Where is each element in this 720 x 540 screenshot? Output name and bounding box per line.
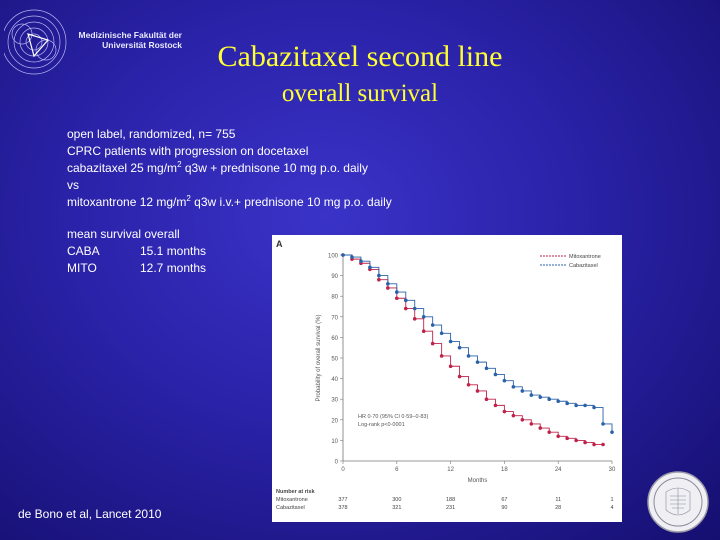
x-axis-title: Months [467, 478, 488, 484]
y-tick-label: 30 [331, 397, 338, 404]
legend-label: Mitoxantrone [569, 254, 601, 260]
chart-annotation-hr: HR 0·70 (95% CI 0·59–0·83) [358, 414, 429, 420]
series-point-cabazitaxel [476, 360, 480, 364]
risk-table-value: 28 [555, 505, 562, 511]
chart-panel-label: A [276, 239, 283, 249]
citation: de Bono et al, Lancet 2010 [18, 507, 162, 521]
series-point-cabazitaxel [610, 430, 614, 434]
y-tick-label: 80 [331, 294, 338, 301]
series-point-cabazitaxel [538, 395, 542, 399]
series-point-mitoxantrone [422, 329, 426, 333]
series-line-cabazitaxel [343, 255, 612, 432]
logo-line-1: Medizinische Fakultät der [78, 30, 182, 40]
result-label: CABA [67, 244, 100, 258]
series-point-cabazitaxel [556, 399, 560, 403]
result-value: 12.7 months [140, 261, 207, 275]
risk-table-value: 188 [446, 497, 456, 503]
series-point-cabazitaxel [512, 385, 516, 389]
series-point-cabazitaxel [467, 354, 471, 358]
study-line-design: open label, randomized, n= 755 [67, 127, 236, 141]
series-point-mitoxantrone [413, 317, 417, 321]
series-point-cabazitaxel [350, 255, 354, 259]
risk-table-value: 377 [338, 497, 348, 503]
slide-title: Cabazitaxel second line [217, 40, 503, 73]
y-tick-label: 90 [331, 274, 338, 281]
series-point-cabazitaxel [565, 402, 569, 406]
y-tick-label: 60 [331, 335, 338, 342]
results-heading: mean survival overall [67, 227, 180, 241]
series-point-cabazitaxel [440, 331, 444, 335]
y-tick-label: 50 [331, 356, 338, 363]
series-point-cabazitaxel [431, 323, 435, 327]
series-point-cabazitaxel [574, 404, 578, 408]
result-value: 15.1 months [140, 244, 207, 258]
x-tick-label: 0 [341, 467, 345, 473]
series-point-mitoxantrone [565, 437, 569, 441]
y-tick-label: 20 [331, 418, 338, 425]
series-point-mitoxantrone [431, 342, 435, 346]
series-point-mitoxantrone [377, 278, 381, 282]
risk-table-value: 321 [392, 505, 402, 511]
risk-table-value: 1 [610, 497, 614, 503]
series-point-mitoxantrone [583, 441, 587, 445]
legend-label: Cabazitaxel [569, 263, 598, 269]
study-line-vs: vs [67, 178, 79, 192]
series-point-cabazitaxel [413, 307, 417, 311]
series-point-mitoxantrone [521, 418, 525, 422]
x-tick-label: 12 [447, 467, 454, 473]
series-point-mitoxantrone [476, 389, 480, 393]
series-point-mitoxantrone [512, 414, 516, 418]
chart-annotation-pvalue: Log-rank p<0·0001 [358, 422, 405, 428]
risk-table-value: 378 [338, 505, 348, 511]
series-point-mitoxantrone [556, 434, 560, 438]
result-label: MITO [67, 261, 97, 275]
series-point-cabazitaxel [449, 340, 453, 344]
y-tick-label: 0 [334, 459, 338, 466]
series-point-cabazitaxel [601, 422, 605, 426]
series-point-mitoxantrone [538, 426, 542, 430]
y-tick-label: 70 [331, 315, 338, 322]
x-tick-label: 18 [501, 467, 508, 473]
series-point-mitoxantrone [458, 375, 462, 379]
risk-table-row-label: Cabazitaxel [276, 505, 305, 511]
series-point-cabazitaxel [521, 389, 525, 393]
series-point-cabazitaxel [377, 274, 381, 278]
slide-subtitle: overall survival [281, 80, 439, 107]
series-point-mitoxantrone [530, 422, 534, 426]
x-tick-label: 6 [395, 467, 399, 473]
survival-results [67, 226, 206, 277]
series-point-mitoxantrone [449, 364, 453, 368]
x-tick-label: 30 [608, 467, 616, 473]
risk-table-value: 11 [555, 497, 562, 503]
survival-chart-panel [272, 235, 622, 522]
series-point-cabazitaxel [404, 299, 408, 303]
series-point-cabazitaxel [592, 406, 596, 410]
kaplan-meier-chart [272, 235, 622, 522]
risk-table-value: 231 [446, 505, 456, 511]
y-tick-label: 40 [331, 377, 338, 384]
series-point-mitoxantrone [386, 286, 390, 290]
series-point-cabazitaxel [530, 393, 534, 397]
result-row-caba [67, 243, 206, 260]
result-row-mito [67, 260, 206, 277]
series-point-mitoxantrone [574, 439, 578, 443]
risk-table-value: 4 [610, 505, 614, 511]
study-line-population: CPRC patients with progression on docetaxel [67, 144, 309, 158]
risk-table-value: 67 [501, 497, 508, 503]
series-point-cabazitaxel [503, 379, 507, 383]
series-point-mitoxantrone [467, 383, 471, 387]
series-point-cabazitaxel [359, 259, 363, 263]
university-seal-icon [646, 470, 710, 534]
y-tick-label: 10 [331, 438, 338, 445]
series-point-mitoxantrone [494, 404, 498, 408]
logo-line-2: Universität Rostock [102, 40, 182, 50]
series-point-mitoxantrone [503, 410, 507, 414]
series-point-cabazitaxel [494, 373, 498, 377]
study-description [67, 126, 507, 211]
study-line-cabazitaxel: cabazitaxel 25 $mg/m^2$ q3w + prednisone 10 mg p.o. daily [67, 160, 368, 175]
risk-table-heading: Number at risk [276, 489, 315, 495]
series-point-cabazitaxel [368, 266, 372, 270]
series-point-mitoxantrone [395, 296, 399, 300]
y-tick-label: 100 [327, 253, 338, 260]
series-point-cabazitaxel [386, 282, 390, 286]
study-line-mitoxantrone: mitoxantrone 12 $mg/m^2$ q3w i.v.+ prednisone 10 mg p.o. daily [67, 194, 392, 209]
x-tick-label: 24 [554, 467, 562, 473]
series-point-mitoxantrone [601, 443, 605, 447]
series-point-cabazitaxel [458, 346, 462, 350]
series-point-cabazitaxel [341, 253, 345, 257]
series-point-mitoxantrone [547, 430, 551, 434]
risk-table-row-label: Mitoxantrone [276, 497, 308, 503]
series-point-cabazitaxel [547, 397, 551, 401]
series-point-cabazitaxel [583, 404, 587, 408]
y-axis-title: Probability of overall survival (%) [316, 314, 322, 402]
series-point-mitoxantrone [592, 443, 596, 447]
series-point-cabazitaxel [422, 315, 426, 319]
risk-table-value: 300 [392, 497, 402, 503]
series-point-mitoxantrone [440, 354, 444, 358]
series-point-cabazitaxel [485, 367, 489, 371]
series-point-mitoxantrone [404, 307, 408, 311]
risk-table-value: 90 [501, 505, 508, 511]
series-point-mitoxantrone [485, 397, 489, 401]
series-point-cabazitaxel [395, 290, 399, 294]
